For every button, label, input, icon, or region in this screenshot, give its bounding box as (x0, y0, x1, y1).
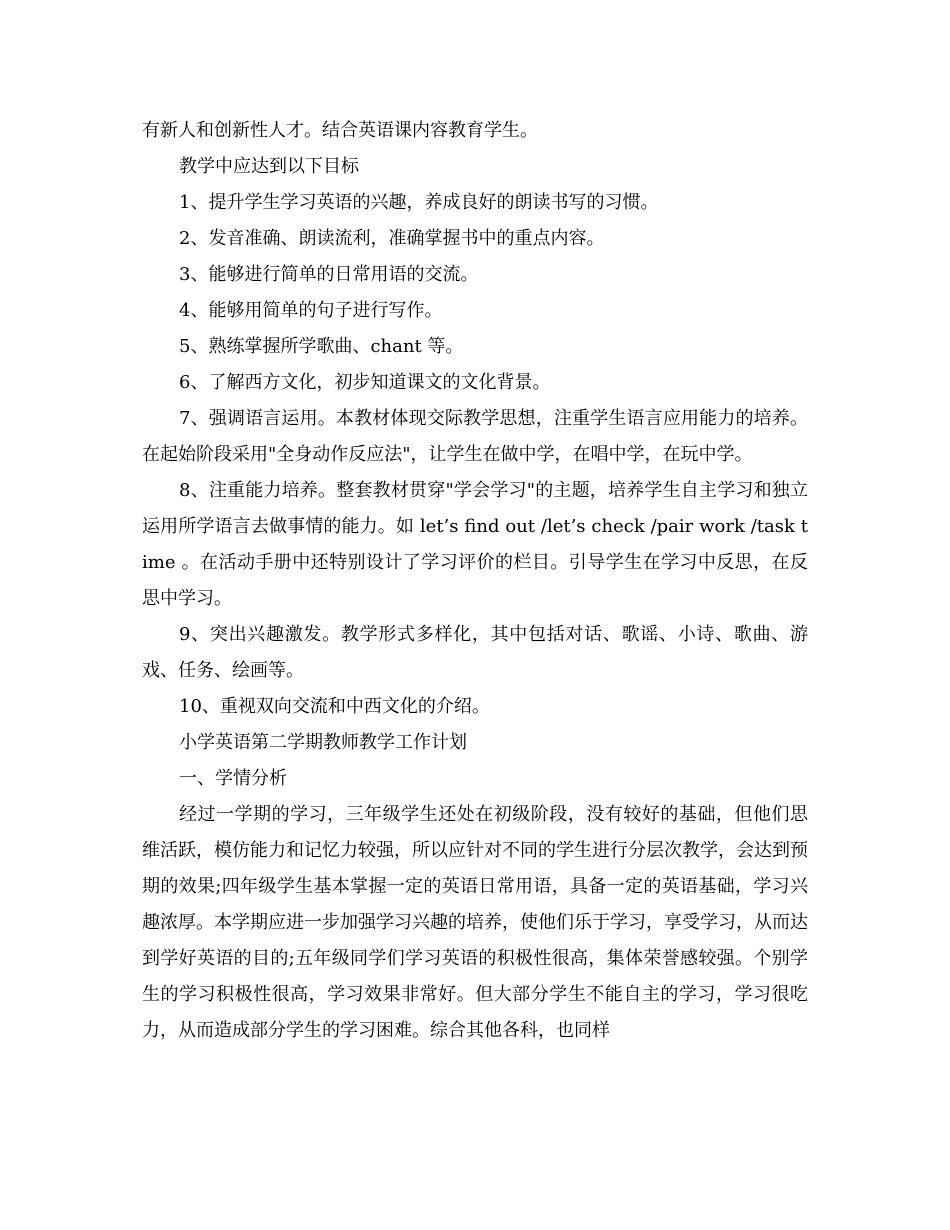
paragraph-goal-5: 5、熟练掌握所学歌曲、chant 等。 (179, 336, 464, 357)
paragraph-continuation: 有新人和创新性人才。结合英语课内容教育学生。 (142, 120, 538, 141)
paragraph-goal-2: 2、发音准确、朗读流利，准确掌握书中的重点内容。 (179, 228, 605, 249)
section-heading-analysis: 一、学情分析 (179, 768, 287, 789)
paragraph-analysis: 经过一学期的学习，三年级学生还处在初级阶段，没有较好的基础，但他们思维活跃，模仿能力和记忆力较强，所以应针对不同的学生进行分层次教学，会达到预期的效果;四年级学生基本掌握一定的英语日常用语，具备一定的英语基础，学习兴趣浓厚。本学期应进一步加强学习兴趣的培养，使他们乐于学习，享受学习，从而达到学好英语的目的;五年级同学们学习英语的积极性很高，集体荣誉感较强。个别学生的学习积极性很高，学习效果非常好。但大部分学生不能自主的学习，学习很吃力，从而造成部分学生的学习困难。综合其他各科，也同样 (142, 804, 808, 1041)
document-body (142, 113, 808, 1049)
paragraph-goal-9: 9、突出兴趣激发。教学形式多样化，其中包括对话、歌谣、小诗、歌曲、游戏、任务、绘画等。 (142, 624, 808, 681)
paragraph-goal-1: 1、提升学生学习英语的兴趣，养成良好的朗读书写的习惯。 (179, 192, 659, 213)
paragraph-goal-4: 4、能够用简单的句子进行写作。 (179, 300, 443, 321)
paragraph-goal-7: 7、强调语言运用。本教材体现交际教学思想，注重学生语言应用能力的培养。在起始阶段采用"全身动作反应法"，让学生在做中学，在唱中学，在玩中学。 (142, 408, 808, 465)
paragraph-goals-intro: 教学中应达到以下目标 (179, 156, 359, 177)
paragraph-goal-3: 3、能够进行简单的日常用语的交流。 (179, 264, 479, 285)
paragraph-goal-6: 6、了解西方文化，初步知道课文的文化背景。 (179, 372, 551, 393)
section-title-plan: 小学英语第二学期教师教学工作计划 (179, 732, 467, 753)
paragraph-goal-8: 8、注重能力培养。整套教材贯穿"学会学习"的主题，培养学生自主学习和独立运用所学语言去做事情的能力。如 let’s find out /let’s check /pair work /task time 。在活动手册中还特别设计了学习评价的栏目。引导学生在学习中反思，在反思中学习。 (142, 480, 808, 609)
paragraph-goal-10: 10、重视双向交流和中西文化的介绍。 (179, 696, 490, 717)
